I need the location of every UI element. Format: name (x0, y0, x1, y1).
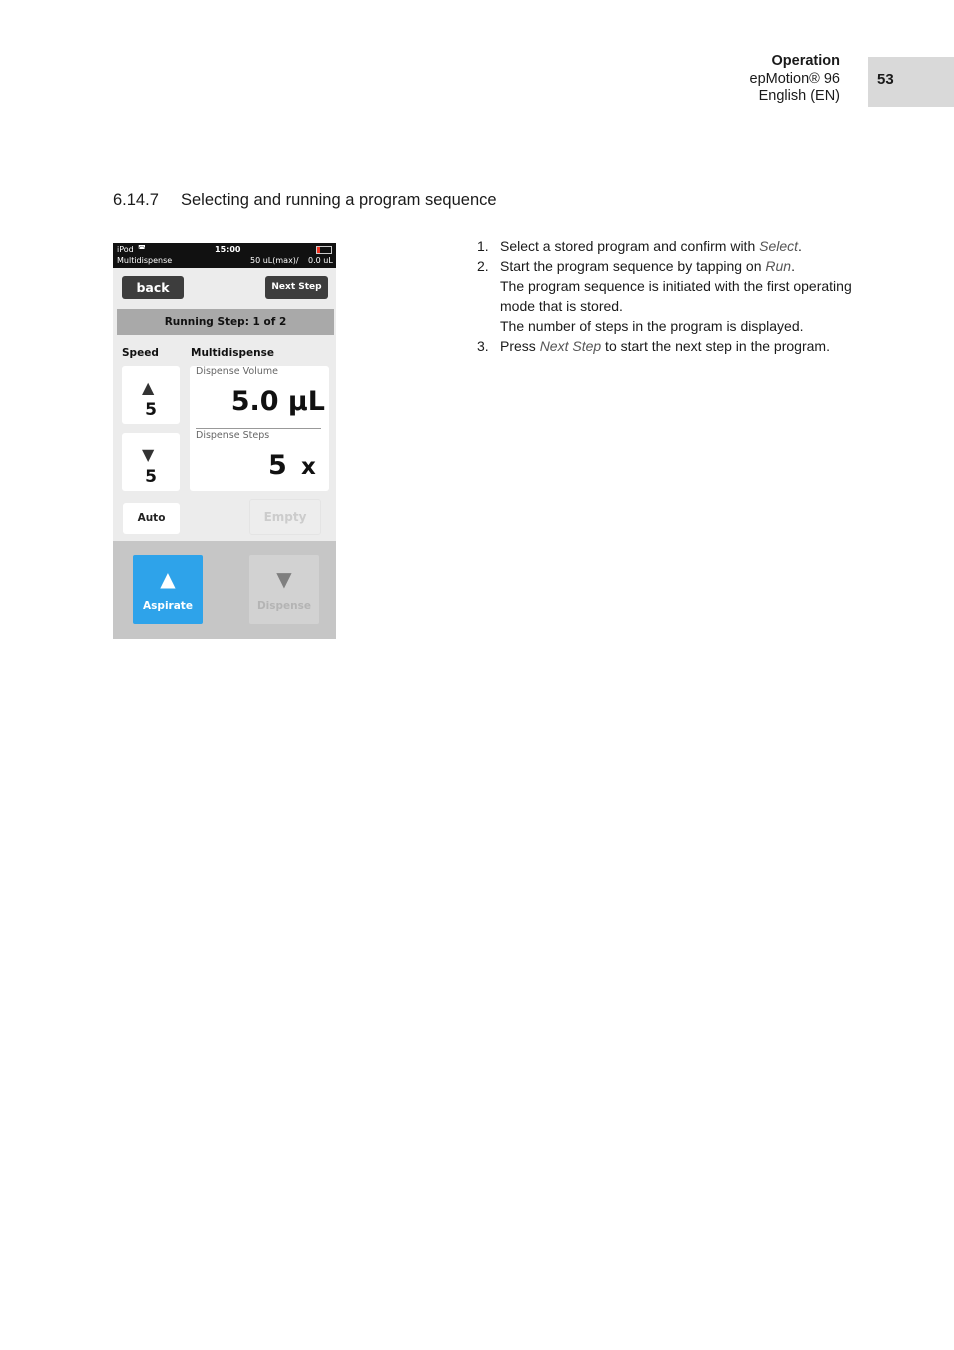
aspirate-arrow-up-icon: ▲ (160, 567, 176, 591)
battery-icon (316, 246, 332, 254)
status-bar (113, 243, 336, 268)
dispense-settings[interactable] (190, 366, 329, 491)
instruction-list (477, 236, 857, 356)
step-note: The program sequence is initiated with the first operating mode that is stored. (500, 278, 852, 314)
dispense-steps-value[interactable]: 5 (268, 450, 287, 481)
next-step-button[interactable]: Next Step (265, 276, 328, 299)
dispense-arrow-down-icon: ▼ (276, 567, 292, 591)
dispense-button[interactable] (249, 555, 319, 624)
header-section: Operation (771, 53, 840, 69)
running-step-banner: Running Step: 1 of 2 (117, 309, 334, 335)
status-volume-current: 0.0 uL (308, 256, 333, 265)
status-volume-max: 50 uL(max)/ (250, 256, 299, 265)
page-header (750, 53, 841, 106)
speed-down-button[interactable] (122, 433, 180, 491)
heading-title: Selecting and running a program sequence (181, 191, 497, 209)
dispense-label: Dispense (256, 600, 312, 612)
back-button[interactable]: back (122, 276, 184, 299)
step-text: Press (500, 338, 540, 354)
list-item (477, 256, 857, 336)
dispense-volume-value[interactable]: 5.0 µL (230, 386, 325, 417)
auto-button[interactable]: Auto (123, 503, 180, 534)
speed-label: Speed (122, 347, 159, 359)
list-item (477, 336, 857, 356)
step-number: 2. (477, 258, 489, 274)
step-number: 3. (477, 338, 489, 354)
divider (196, 428, 321, 429)
page-number-tab (868, 57, 954, 107)
speed-up-button[interactable] (122, 366, 180, 424)
step-emphasis: Run (765, 258, 792, 274)
dispense-volume-caption: Dispense Volume (196, 366, 278, 377)
app-screenshot (113, 243, 336, 639)
aspirate-button[interactable] (133, 555, 203, 624)
status-device: iPod (117, 245, 134, 254)
speed-up-value: 5 (145, 400, 157, 420)
section-heading (113, 191, 497, 210)
step-text-end: to start the next step in the program. (601, 338, 830, 354)
aspirate-label: Aspirate (143, 600, 193, 612)
step-note: The number of steps in the program is displayed. (500, 318, 804, 334)
step-text-end: . (791, 258, 795, 274)
step-number: 1. (477, 238, 489, 254)
step-text: Start the program sequence by tapping on (500, 258, 766, 274)
speed-down-value: 5 (145, 467, 157, 487)
arrow-down-icon: ▼ (142, 445, 155, 464)
page-number: 53 (877, 71, 894, 88)
dispense-steps-caption: Dispense Steps (196, 430, 270, 441)
heading-number: 6.14.7 (113, 191, 159, 209)
step-emphasis: Select (759, 238, 799, 254)
empty-button[interactable]: Empty (249, 499, 321, 535)
wifi-icon: ◚ (138, 244, 146, 253)
action-bar (113, 541, 336, 639)
step-emphasis: Next Step (539, 338, 602, 354)
step-text: Select a stored program and confirm with (500, 238, 760, 254)
status-time: 15:00 (215, 245, 241, 254)
header-product: epMotion® 96 (749, 70, 840, 87)
dispense-steps-unit: x (301, 454, 316, 480)
arrow-up-icon: ▲ (142, 378, 155, 397)
mode-label: Multidispense (191, 347, 274, 359)
step-text-end: . (798, 238, 802, 254)
list-item (477, 236, 857, 256)
header-language: English (EN) (758, 88, 840, 104)
status-mode: Multidispense (117, 256, 173, 265)
